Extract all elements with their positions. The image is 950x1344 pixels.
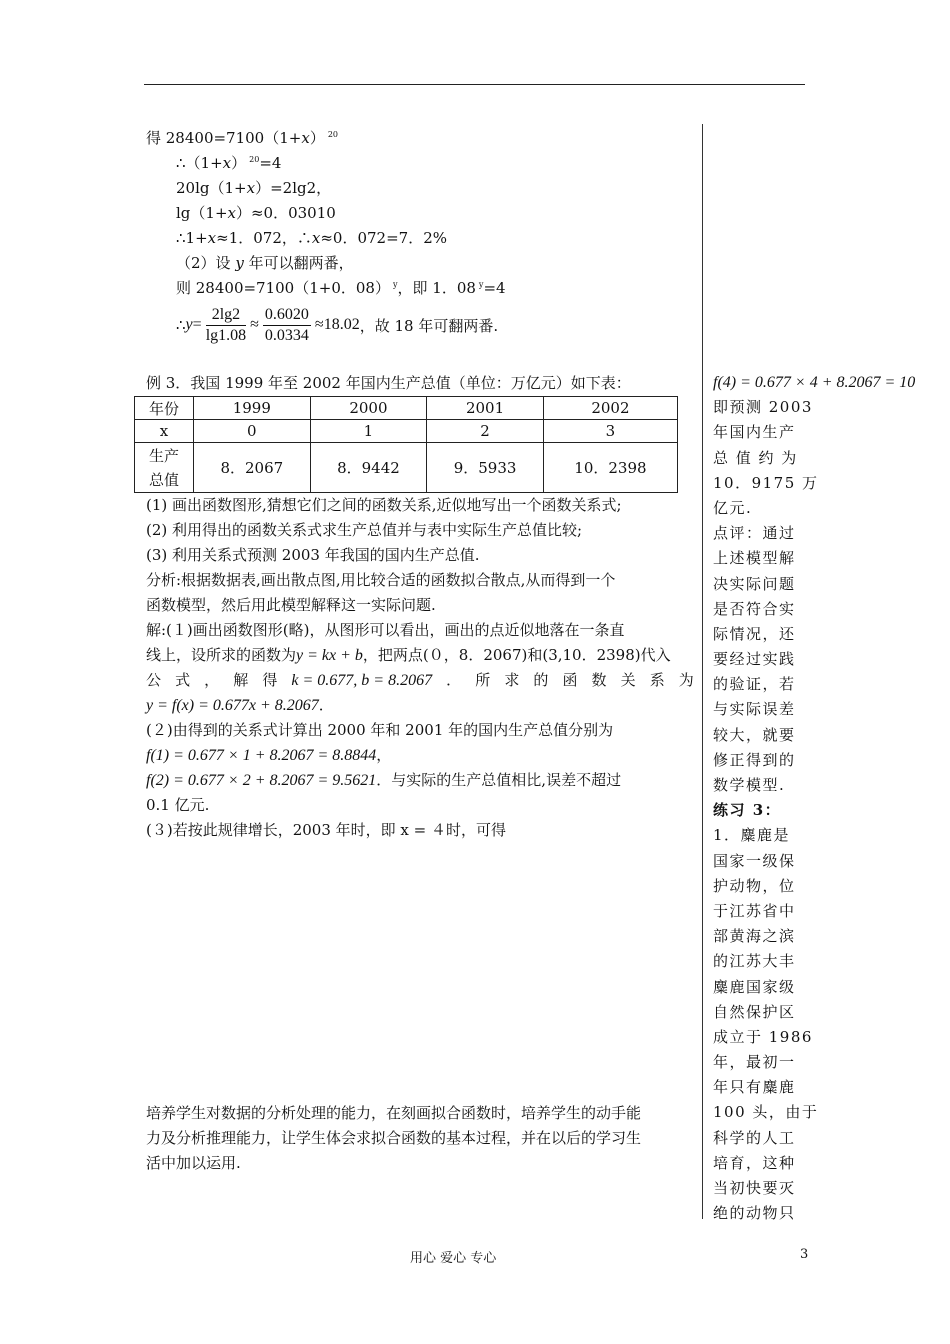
- exercise-line: 麋鹿国家级: [713, 977, 796, 996]
- exercise-line: 护动物，位: [713, 876, 796, 895]
- side-line: 际情况，还: [713, 624, 796, 643]
- table-cell: 0: [194, 420, 311, 443]
- exercise-line: 培育，这种: [713, 1153, 796, 1172]
- solution-line-7: f(2) = 0.677 × 2 + 8.2067 = 9.5621．与实际的生产总值相比,误差不超过: [146, 771, 622, 789]
- side-line: 的验证，若: [713, 675, 796, 694]
- page-number: 3: [800, 1247, 809, 1262]
- eq-line-1: 得 28400=7100（1+x） $^{20}$: [146, 129, 339, 147]
- solution-line-5: (２)由得到的关系式计算出 2000 年和 2001 年的国内生产总值分别为: [146, 721, 614, 739]
- side-line: 是否符合实: [713, 599, 796, 618]
- solution-line-1: 解:(１)画出函数图形(略)，从图形可以看出，画出的点近似地落在一条直: [146, 621, 625, 639]
- column-divider: [702, 124, 703, 1219]
- eq-line-2: ∴（1+x） $^{20}$=4: [176, 154, 282, 172]
- side-line: 要经过实践: [713, 650, 796, 669]
- table-cell: 2001: [427, 397, 544, 420]
- side-line: 修正得到的: [713, 750, 796, 769]
- analysis-line-2: 函数模型，然后用此模型解释这一实际问题.: [146, 596, 436, 614]
- table-cell: x: [135, 420, 194, 443]
- side-line: 决实际问题: [713, 574, 796, 593]
- solution-line-6: f(1) = 0.677 × 1 + 8.2067 = 8.8844，: [146, 746, 392, 764]
- question-3: (3) 利用关系式预测 2003 年我国的国内生产总值.: [146, 546, 480, 564]
- table-cell: 2: [427, 420, 544, 443]
- footer-motto: 用心 爱心 专心: [410, 1251, 497, 1266]
- fraction-1: $\frac{2\lg 2}{\lg 1.08}$: [205, 305, 247, 344]
- question-1: (1) 画出函数图形,猜想它们之间的函数关系,近似地写出一个函数关系式;: [146, 496, 622, 514]
- side-line: 点评：通过: [713, 524, 796, 543]
- exercise-title: 练习 3：: [713, 801, 782, 820]
- side-line: 亿元.: [713, 498, 753, 517]
- side-formula: f(4) = 0.677 × 4 + 8.2067 = 10: [713, 374, 916, 391]
- question-2: (2) 利用得出的函数关系式求生产总值并与表中实际生产总值比较;: [146, 521, 583, 539]
- exercise-line: 成立于 1986: [713, 1027, 813, 1046]
- exercise-line: 1．麋鹿是: [713, 826, 791, 845]
- table-row: [135, 397, 678, 420]
- side-line: 10．9175 万: [713, 473, 819, 492]
- table-cell: 8．2067: [194, 443, 311, 493]
- eq-line-7: 则 28400=7100（1+0．08） $^y$，即 1．08 $^y$=4: [176, 279, 506, 297]
- solution-line-2: 线上，设所求的函数为y = kx + b，把两点(０，8．2067)和(3,10．2398)代入: [146, 646, 671, 664]
- solution-line-9: (３)若按此规律增长，2003 年时，即 x = ４时，可得: [146, 821, 506, 839]
- side-column: [713, 370, 916, 1226]
- table-row: [135, 443, 678, 493]
- side-line: 数学模型.: [713, 776, 786, 794]
- table-cell: 年份: [135, 397, 194, 420]
- note-line-2: 力及分析推理能力，让学生体会求拟合函数的基本过程，并在以后的学习生: [146, 1129, 642, 1147]
- table-cell: 10．2398: [543, 443, 677, 493]
- eq-line-3: 20lg（1+x）=2lg2，: [176, 179, 332, 197]
- solution-line-4: y = f(x) = 0.677x + 8.2067．: [146, 696, 334, 714]
- side-line: 与实际误差: [713, 700, 796, 719]
- table-row: [135, 420, 678, 443]
- exercise-line: 自然保护区: [713, 1002, 796, 1021]
- exercise-line: 国家一级保: [713, 851, 796, 870]
- exercise-line: 100 头，由于: [713, 1103, 819, 1122]
- exercise-line: 于江苏省中: [713, 901, 796, 920]
- solution-line-8: 0.1 亿元.: [146, 796, 210, 814]
- example-title: 例 3．我国 1999 年至 2002 年国内生产总值（单位：万亿元）如下表：: [146, 374, 631, 392]
- exercise-line: 年只有麋鹿: [713, 1078, 796, 1097]
- side-line: 总 值 约 为: [713, 448, 798, 467]
- side-line: 上述模型解: [713, 549, 796, 568]
- eq-line-5: ∴1+x≈1．072，∴x≈0．072=7．2%: [176, 229, 447, 247]
- main-column: [146, 126, 694, 1176]
- table-cell: 2002: [543, 397, 677, 420]
- side-line: 较大，就要: [713, 725, 796, 744]
- table-cell: 8．9442: [310, 443, 427, 493]
- exercise-line: 部黄海之滨: [713, 927, 796, 946]
- side-line: 年国内生产: [713, 423, 796, 442]
- note-line-3: 活中加以运用.: [146, 1154, 241, 1172]
- eq-line-6: （2）设 y 年可以翻两番，: [176, 254, 354, 272]
- table-cell: 1: [310, 420, 427, 443]
- exercise-line: 当初快要灭: [713, 1179, 796, 1197]
- side-line: 即预测 2003: [713, 398, 813, 417]
- solution-line-3: 公 式 ， 解 得 k = 0.677, b = 8.2067 ． 所 求 的 函 数 关 系 为: [146, 671, 694, 689]
- table-cell: 1999: [194, 397, 311, 420]
- eq-line-8: ∴ y = $\frac{2\lg 2}{\lg 1.08}$ ≈ $\frac{0.6020}{0.0334}$ ≈18.02 ，故 18 年可翻两番.: [176, 305, 499, 344]
- exercise-line: 科学的人工: [713, 1128, 796, 1147]
- table-cell: 9．5933: [427, 443, 544, 493]
- exercise-line: 年，最初一: [713, 1053, 796, 1072]
- header-rule: [144, 84, 805, 85]
- note-line-1: 培养学生对数据的分析处理的能力，在刻画拟合函数时，培养学生的动手能: [146, 1104, 642, 1122]
- table-cell: 生产 总值: [135, 443, 194, 493]
- eq-line-4: lg（1+x）≈0．03010: [176, 204, 336, 222]
- fraction-2: $\frac{0.6020}{0.0334}$: [264, 305, 309, 344]
- exercise-line: 的江苏大丰: [713, 952, 796, 971]
- table-cell: 3: [543, 420, 677, 443]
- exercise-line: 绝的动物只: [713, 1204, 796, 1223]
- analysis-line-1: 分析:根据数据表,画出散点图,用比较合适的函数拟合散点,从而得到一个: [146, 571, 616, 589]
- gdp-table: [134, 396, 678, 493]
- table-cell: 2000: [310, 397, 427, 420]
